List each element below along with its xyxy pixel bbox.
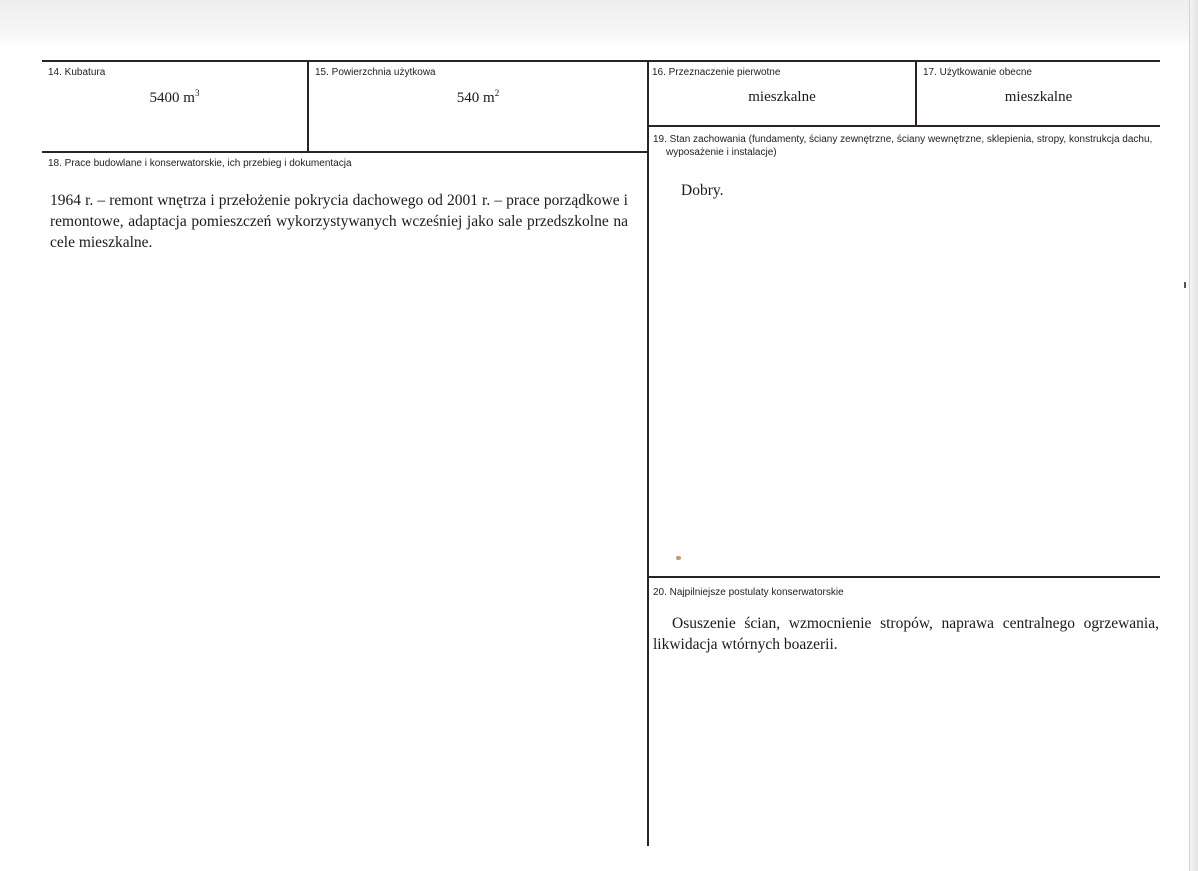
powierzchnia-number: 540 m: [456, 90, 495, 106]
stan-text: Dobry.: [681, 182, 724, 199]
kubatura-value: [42, 88, 307, 107]
powierzchnia-label: 15. Powierzchnia użytkowa: [315, 67, 436, 78]
prace-label: 18. Prace budowlane i konserwatorskie, ich przebieg i dokumentacja: [48, 158, 352, 169]
scan-edge: [1189, 0, 1198, 871]
kubatura-exponent: 3: [194, 88, 200, 98]
postulaty-label: 20. Najpilniejsze postulaty konserwatorskie: [653, 587, 844, 598]
uzytkowanie-label: 17. Użytkowanie obecne: [923, 67, 1032, 78]
scan-speck: [676, 556, 681, 560]
przeznaczenie-value: mieszkalne: [748, 89, 816, 105]
form-top-rule: [42, 60, 1160, 62]
scan-mark: [1184, 282, 1186, 288]
przeznaczenie-label: 16. Przeznaczenie pierwotne: [652, 67, 781, 78]
rule-above-20: [648, 576, 1160, 578]
powierzchnia-value: [309, 88, 647, 107]
scan-shadow: [0, 0, 1198, 44]
postulaty-text: Osuszenie ścian, wzmocnienie stropów, naprawa centralnego ogrzewania, likwidacja wtórnych boazerii.: [653, 615, 1159, 653]
stan-label: 19. Stan zachowania (fundamenty, ściany zewnętrzne, ściany wewnętrzne, sklepienia, stropy, konstrukcja dachu, wyposażenie i instalacje): [653, 134, 1153, 158]
rule-under-14-15: [42, 151, 648, 153]
powierzchnia-exponent: 2: [494, 88, 500, 98]
kubatura-label: 14. Kubatura: [48, 67, 106, 78]
prace-text: 1964 r. – remont wnętrza i przełożenie pokrycia dachowego od 2001 r. – prace porządkowe i remontowe, adaptacja pomieszczeń wykorzystywanych wcześniej jako sale przedszkolne na cele mieszkalne.: [50, 192, 628, 251]
rule-under-16-17: [648, 125, 1160, 127]
divider-15-16-main: [647, 61, 649, 846]
kubatura-number: 5400 m: [149, 90, 195, 106]
uzytkowanie-value: mieszkalne: [1004, 89, 1073, 105]
